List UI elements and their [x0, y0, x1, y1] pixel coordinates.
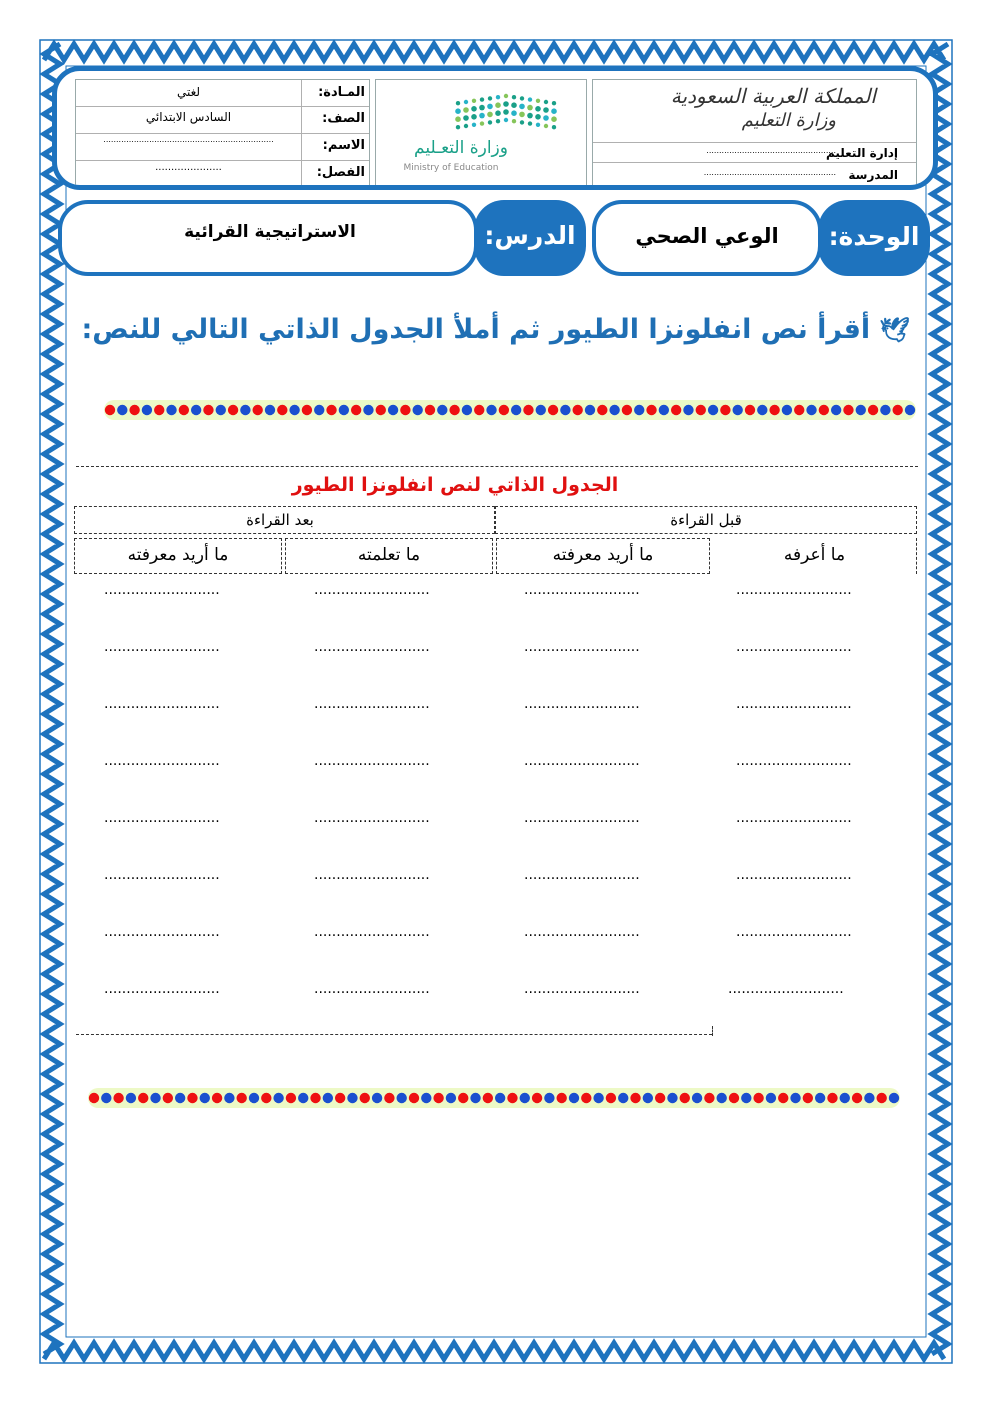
- divider-dot: [483, 1093, 493, 1103]
- divider-dot: [790, 1093, 800, 1103]
- divider-dot: [335, 1093, 345, 1103]
- logo-dot: [471, 114, 477, 120]
- divider-dot: [470, 1093, 480, 1103]
- logo-dot: [472, 123, 476, 127]
- divider-dot: [646, 405, 656, 415]
- logo-dot: [552, 125, 556, 129]
- divider-dot: [819, 405, 829, 415]
- divider-dot: [794, 405, 804, 415]
- divider-dot: [803, 1093, 813, 1103]
- class-field[interactable]: .....................: [155, 162, 222, 173]
- divider-dot: [105, 405, 115, 415]
- name-field[interactable]: ...................................................................: [103, 135, 274, 144]
- logo-dot: [520, 96, 524, 100]
- ministry-emblem-text: وزارة التعليم: [741, 110, 836, 131]
- answer-field[interactable]: ..........................: [524, 981, 640, 997]
- answer-field[interactable]: ..........................: [736, 867, 852, 883]
- logo-dot: [504, 94, 508, 98]
- divider-dot: [187, 1093, 197, 1103]
- kingdom-info-cell: [592, 79, 917, 187]
- divider-dot: [671, 405, 681, 415]
- answer-field[interactable]: ..........................: [104, 981, 220, 997]
- divider-dot: [228, 405, 238, 415]
- divider-dot: [203, 405, 213, 415]
- divider-dot: [511, 405, 521, 415]
- logo-dot: [463, 107, 469, 113]
- divider-dot: [240, 405, 250, 415]
- divider-dot: [704, 1093, 714, 1103]
- divider-dot: [216, 405, 226, 415]
- before-reading-label: قبل القراءة: [670, 511, 742, 529]
- divider-dot: [716, 1093, 726, 1103]
- divider-dot: [277, 405, 287, 415]
- logo-dot: [503, 109, 509, 115]
- answer-field[interactable]: ..........................: [524, 867, 640, 883]
- divider-dot: [856, 405, 866, 415]
- answer-field[interactable]: ..........................: [314, 810, 430, 826]
- divider-dot: [437, 405, 447, 415]
- logo-dot: [543, 115, 549, 121]
- divider-dot: [905, 405, 915, 415]
- logo-dot: [455, 108, 461, 114]
- answer-field[interactable]: ..........................: [314, 639, 430, 655]
- divider-dot: [236, 1093, 246, 1103]
- divider-dot: [486, 405, 496, 415]
- logo-dot: [472, 99, 476, 103]
- divider-dot: [720, 405, 730, 415]
- answer-field[interactable]: ..........................: [736, 696, 852, 712]
- divider-dot: [560, 405, 570, 415]
- answer-field[interactable]: ..........................: [314, 924, 430, 940]
- divider-dot: [175, 1093, 185, 1103]
- divider-dot: [400, 405, 410, 415]
- divider-dot: [889, 1093, 899, 1103]
- divider-dot: [868, 405, 878, 415]
- divider-dot: [433, 1093, 443, 1103]
- answer-field[interactable]: ..........................: [736, 753, 852, 769]
- divider-dot: [179, 405, 189, 415]
- divider-dot: [261, 1093, 271, 1103]
- logo-dot: [544, 100, 548, 104]
- ministry-name-en: Ministry of Education: [403, 163, 499, 173]
- divider-dot: [634, 405, 644, 415]
- divider-dot: [314, 405, 324, 415]
- divider-dot: [166, 405, 176, 415]
- logo-dot: [527, 105, 533, 111]
- divider-dot: [129, 405, 139, 415]
- edu-admin-field[interactable]: ...................................................: [706, 146, 836, 155]
- divider-dot: [708, 405, 718, 415]
- logo-dot: [456, 101, 460, 105]
- divider-dot: [265, 405, 275, 415]
- ministry-logo-cell: [375, 79, 587, 187]
- divider-dot: [409, 1093, 419, 1103]
- divider-dot: [597, 405, 607, 415]
- answer-field[interactable]: ..........................: [104, 582, 220, 598]
- divider-dot: [339, 405, 349, 415]
- logo-dot: [543, 107, 549, 113]
- divider-dot: [815, 1093, 825, 1103]
- unit-label: الوحدة:: [818, 200, 930, 276]
- divider-dot: [769, 405, 779, 415]
- divider-dot: [581, 1093, 591, 1103]
- logo-dot: [520, 120, 524, 124]
- lesson-label: الدرس:: [474, 200, 586, 276]
- divider-dot: [446, 1093, 456, 1103]
- edu-admin-label: إدارة التعليم: [825, 146, 898, 160]
- logo-dot: [528, 121, 532, 125]
- divider-dot: [630, 1093, 640, 1103]
- col-label-know: ما أعرفه: [783, 545, 846, 565]
- lesson-value: الاستراتيجية القرائية: [184, 222, 356, 242]
- divider-dot: [852, 1093, 862, 1103]
- col-label-want-before: ما أريد معرفته: [552, 545, 654, 565]
- answer-field[interactable]: ..........................: [104, 924, 220, 940]
- answer-field[interactable]: ..........................: [104, 867, 220, 883]
- answer-field[interactable]: ..........................: [524, 582, 640, 598]
- logo-dot: [519, 112, 525, 118]
- divider-dot: [843, 405, 853, 415]
- logo-dot: [463, 115, 469, 121]
- answer-field[interactable]: ..........................: [524, 924, 640, 940]
- table-frame-bottom-right: [712, 1026, 713, 1036]
- divider-dot: [117, 405, 127, 415]
- logo-dot: [464, 124, 468, 128]
- divider-dot: [372, 1093, 382, 1103]
- logo-dot: [464, 100, 468, 104]
- divider-dot: [520, 1093, 530, 1103]
- divider-dot: [310, 1093, 320, 1103]
- school-field[interactable]: ....................................................: [703, 168, 836, 177]
- logo-dot: [488, 120, 492, 124]
- divider-dot: [474, 405, 484, 415]
- divider-dot: [323, 1093, 333, 1103]
- divider-dot: [523, 405, 533, 415]
- divider-dot: [499, 405, 509, 415]
- divider-dot: [778, 1093, 788, 1103]
- school-label: المدرسة: [848, 168, 898, 182]
- divider-dot: [827, 1093, 837, 1103]
- subject-label: المـادة:: [318, 85, 365, 100]
- divider-dot: [191, 405, 201, 415]
- divider-dot: [741, 1093, 751, 1103]
- ministry-logo-icon: [448, 88, 568, 138]
- logo-dot: [480, 121, 484, 125]
- logo-dot: [455, 116, 461, 122]
- logo-dot: [528, 97, 532, 101]
- logo-dot: [471, 106, 477, 112]
- divider-dot: [449, 405, 459, 415]
- logo-dot: [552, 101, 556, 105]
- col-label-learned: ما تعلمته: [357, 545, 421, 565]
- divider-dot: [655, 1093, 665, 1103]
- divider-dot: [113, 1093, 123, 1103]
- after-reading-label: بعد القراءة: [246, 511, 314, 529]
- divider-dot: [376, 405, 386, 415]
- divider-dot: [609, 405, 619, 415]
- header-panel: [52, 66, 938, 190]
- logo-dot: [488, 96, 492, 100]
- divider-dot: [880, 405, 890, 415]
- answer-field[interactable]: ..........................: [736, 924, 852, 940]
- logo-dot: [551, 108, 557, 114]
- divider-dot: [212, 1093, 222, 1103]
- divider-dot: [326, 405, 336, 415]
- answer-field[interactable]: ..........................: [104, 696, 220, 712]
- answer-field[interactable]: ..........................: [314, 696, 430, 712]
- kingdom-emblem-text: المملكة العربية السعودية: [670, 84, 876, 108]
- divider-dot: [384, 1093, 394, 1103]
- divider-dot: [200, 1093, 210, 1103]
- logo-dot: [544, 124, 548, 128]
- divider-dot: [388, 405, 398, 415]
- dotted-divider-top: [100, 396, 922, 424]
- divider-dot: [458, 1093, 468, 1103]
- answer-field[interactable]: ..........................: [524, 639, 640, 655]
- divider-dot: [556, 1093, 566, 1103]
- divider-dot: [142, 405, 152, 415]
- divider-dot: [302, 405, 312, 415]
- divider-dot: [766, 1093, 776, 1103]
- divider-dot: [618, 1093, 628, 1103]
- answer-field[interactable]: ..........................: [524, 810, 640, 826]
- divider-dot: [831, 405, 841, 415]
- table-title: الجدول الذاتي لنص انفلونزا الطيور: [291, 474, 619, 496]
- divider-dot: [154, 405, 164, 415]
- divider-dot: [569, 1093, 579, 1103]
- divider-dot: [892, 405, 902, 415]
- divider-dot: [544, 1093, 554, 1103]
- logo-dot: [495, 102, 501, 108]
- divider-dot: [421, 1093, 431, 1103]
- logo-dot: [480, 97, 484, 101]
- ministry-name-ar: وزارة التعـليم: [414, 138, 508, 158]
- answer-field[interactable]: ..........................: [314, 582, 430, 598]
- divider-dot: [462, 405, 472, 415]
- divider-dot: [425, 405, 435, 415]
- divider-dot: [692, 1093, 702, 1103]
- table-frame-top: [76, 466, 918, 467]
- divider-dot: [532, 1093, 542, 1103]
- subject-value: لغتي: [176, 85, 201, 99]
- divider-dot: [224, 1093, 234, 1103]
- answer-field[interactable]: ..........................: [104, 639, 220, 655]
- logo-dot: [496, 95, 500, 99]
- logo-dot: [535, 106, 541, 112]
- divider-dot: [548, 405, 558, 415]
- divider-dot: [286, 1093, 296, 1103]
- divider-dot: [273, 1093, 283, 1103]
- divider-dot: [606, 1093, 616, 1103]
- unit-value: الوعي الصحي: [635, 224, 779, 248]
- logo-dot: [511, 110, 517, 116]
- logo-dot: [479, 113, 485, 119]
- logo-dot: [503, 101, 509, 107]
- logo-dot: [512, 119, 516, 123]
- col-label-want-after: ما أريد معرفته: [127, 545, 229, 565]
- divider-dot: [840, 1093, 850, 1103]
- divider-dot: [363, 405, 373, 415]
- divider-dot: [138, 1093, 148, 1103]
- divider-dot: [757, 405, 767, 415]
- divider-dot: [732, 405, 742, 415]
- logo-dot: [536, 123, 540, 127]
- divider-dot: [680, 1093, 690, 1103]
- divider-dot: [360, 1093, 370, 1103]
- answer-field[interactable]: ..........................: [736, 582, 852, 598]
- grade-label: الصف:: [322, 111, 365, 126]
- logo-dot: [504, 118, 508, 122]
- dotted-divider-bottom: [84, 1084, 906, 1112]
- divider-dot: [806, 405, 816, 415]
- divider-dot: [298, 1093, 308, 1103]
- logo-dot: [496, 119, 500, 123]
- divider-dot: [495, 1093, 505, 1103]
- divider-dot: [249, 1093, 259, 1103]
- logo-dot: [535, 114, 541, 120]
- logo-dot: [527, 113, 533, 119]
- divider-dot: [585, 405, 595, 415]
- divider-dot: [622, 405, 632, 415]
- answer-field[interactable]: ..........................: [104, 810, 220, 826]
- divider-dot: [683, 405, 693, 415]
- divider-dot: [101, 1093, 111, 1103]
- divider-dot: [696, 405, 706, 415]
- logo-dot: [519, 104, 525, 110]
- divider-dot: [876, 1093, 886, 1103]
- divider-dot: [252, 405, 262, 415]
- logo-dot: [512, 95, 516, 99]
- logo-dot: [495, 110, 501, 116]
- divider-dot: [351, 405, 361, 415]
- divider-dot: [289, 405, 299, 415]
- divider-dot: [753, 1093, 763, 1103]
- logo-dot: [456, 125, 460, 129]
- divider-dot: [507, 1093, 517, 1103]
- divider-dot: [659, 405, 669, 415]
- table-frame-bottom: [76, 1034, 712, 1035]
- divider-dot: [89, 1093, 99, 1103]
- logo-dot: [487, 104, 493, 110]
- answer-field[interactable]: ..........................: [524, 753, 640, 769]
- grade-value: السادس الابتدائي: [145, 110, 232, 124]
- instruction-text: 🕊 أقرأ نص انفلونزا الطيور ثم أملأ الجدول الذاتي التالي للنص:: [81, 314, 910, 345]
- student-info-table: [75, 79, 370, 187]
- logo-dot: [479, 105, 485, 111]
- divider-dot: [347, 1093, 357, 1103]
- answer-field[interactable]: ..........................: [314, 753, 430, 769]
- divider-dot: [396, 1093, 406, 1103]
- divider-dot: [593, 1093, 603, 1103]
- divider-dot: [536, 405, 546, 415]
- answer-field[interactable]: ..........................: [314, 867, 430, 883]
- divider-dot: [126, 1093, 136, 1103]
- logo-dot: [551, 116, 557, 122]
- class-label: الفصل:: [316, 165, 365, 180]
- answer-field[interactable]: ..........................: [728, 981, 844, 997]
- bird-icon: 🕊: [879, 316, 910, 344]
- answer-field[interactable]: ..........................: [736, 639, 852, 655]
- answer-field[interactable]: ..........................: [314, 981, 430, 997]
- divider-dot: [729, 1093, 739, 1103]
- logo-dot: [536, 99, 540, 103]
- divider-dot: [572, 405, 582, 415]
- logo-dot: [511, 102, 517, 108]
- divider-dot: [667, 1093, 677, 1103]
- divider-dot: [864, 1093, 874, 1103]
- divider-dot: [412, 405, 422, 415]
- divider-dot: [782, 405, 792, 415]
- name-label: الاسم:: [322, 138, 365, 153]
- divider-dot: [150, 1093, 160, 1103]
- divider-dot: [163, 1093, 173, 1103]
- logo-dot: [487, 112, 493, 118]
- answer-field[interactable]: ..........................: [104, 753, 220, 769]
- answer-field[interactable]: ..........................: [736, 810, 852, 826]
- divider-dot: [643, 1093, 653, 1103]
- divider-dot: [745, 405, 755, 415]
- answer-field[interactable]: ..........................: [524, 696, 640, 712]
